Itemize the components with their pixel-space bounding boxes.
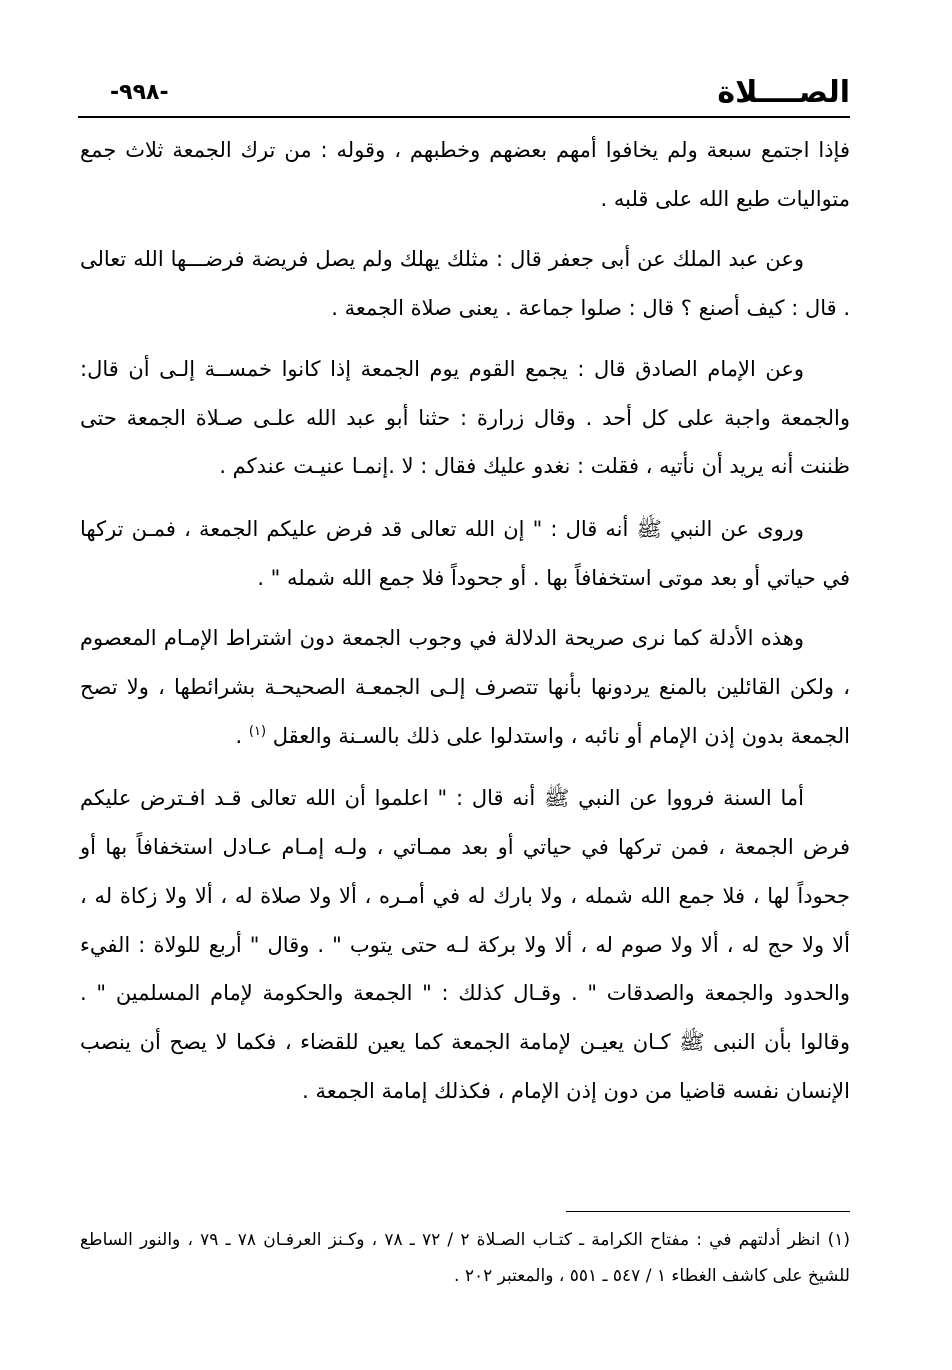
footnote-divider: [566, 1211, 850, 1212]
page-number: -٩٩٨-: [110, 80, 169, 105]
paragraph: وروى عن النبي ﷺ أنه قال : " إن الله تعالى قد فرض عليكم الجمعة ، فمـن تركها في حياتي أو بعد موتى استخفافاً بها . أو جحوداً فلا جمع الله شمله " .: [80, 516, 850, 590]
footnote: (١) انظر أدلتهم في : مفتاح الكرامة ـ كتـاب الصـلاة ٢ / ٧٢ ـ ٧٨ ، وكـنز العرفـان ٧٨ ـ ٧٩ ، والنور الساطع للشيخ على كاشف الغطاء ١ / ٥٤٧ ـ ٥٥١ ، والمعتبر ٢٠٢ .: [80, 1230, 850, 1286]
paragraph-end: .: [235, 723, 249, 748]
main-text: [80, 126, 850, 1115]
footnote-reference: (١): [248, 723, 267, 739]
paragraph: وعن عبد الملك عن أبى جعفر قال : مثلك يهلك ولم يصل فريضة فرضـــها الله تعالى . قال : كيف أصنع ؟ قال : صلوا جماعة . يعنى صلاة الجمعة .: [80, 247, 850, 321]
page-header: [78, 74, 850, 118]
header-divider: [78, 116, 850, 118]
chapter-title: الصــــلاة: [717, 75, 850, 110]
paragraph: وعن الإمام الصادق قال : يجمع القوم يوم الجمعة إذا كانوا خمســة إلـى أن قال: والجمعة واجبة على كل أحد . وقال زرارة : حثنا أبو عبد الله علـى صـلاة الجمعة حتى ظننت أنه يريد أن نأتيه ، فقلت : نغدو عليك فقال : لا .إنمـا عنيـت عندكم .: [80, 356, 850, 479]
paragraph: فإذا اجتمع سبعة ولم يخافوا أمهم بعضهم وخطبهم ، وقوله : من ترك الجمعة ثلاث جمع متواليات طبع الله على قلبه .: [80, 138, 850, 211]
paragraph: [80, 614, 850, 760]
paragraph: أما السنة فرووا عن النبي ﷺ أنه قال : " اعلموا أن الله تعالى قـد افـترض عليكم فرض الجمعة ، فمن تركها في حياتي أو بعد ممـاتي ، ولـه إمـام عـادل استخفافاً بها أو جحوداً لها ، فلا جمع الله شمله ، ولا بارك له في أمـره ، ألا ولا صلاة له ، ألا ولا زكاة له ، ألا ولا حج له ، ألا ولا صوم له ، ألا ولا بركة لـه حتى يتوب " . وقال " أربع للولاة : الفيء والحدود والجمعة والصدقات " . وقـال كذلك : " الجمعة والحكومة لإمام المسلمين " . وقالوا بأن النبى ﷺ كـان يعيـن لإمامة الجمعة كما يعين للقضاء ، فكما لا يصح أن ينصب الإنسان نفسه قاضيا من دون إذن الإمام ، فكذلك إمامة الجمعة .: [80, 786, 850, 1103]
paragraph-text: وهذه الأدلة كما نرى صريحة الدلالة في وجوب الجمعة دون اشتراط الإمـام المعصوم ، ولكن القائلين بالمنع يردونها بأنها تتصرف إلـى الجمعـة الصحيحـة بشرائطها ، ولا تصح الجمعة بدون إذن الإمام أو نائبه ، واستدلوا على ذلك بالسـنة والعقل: [80, 626, 850, 748]
